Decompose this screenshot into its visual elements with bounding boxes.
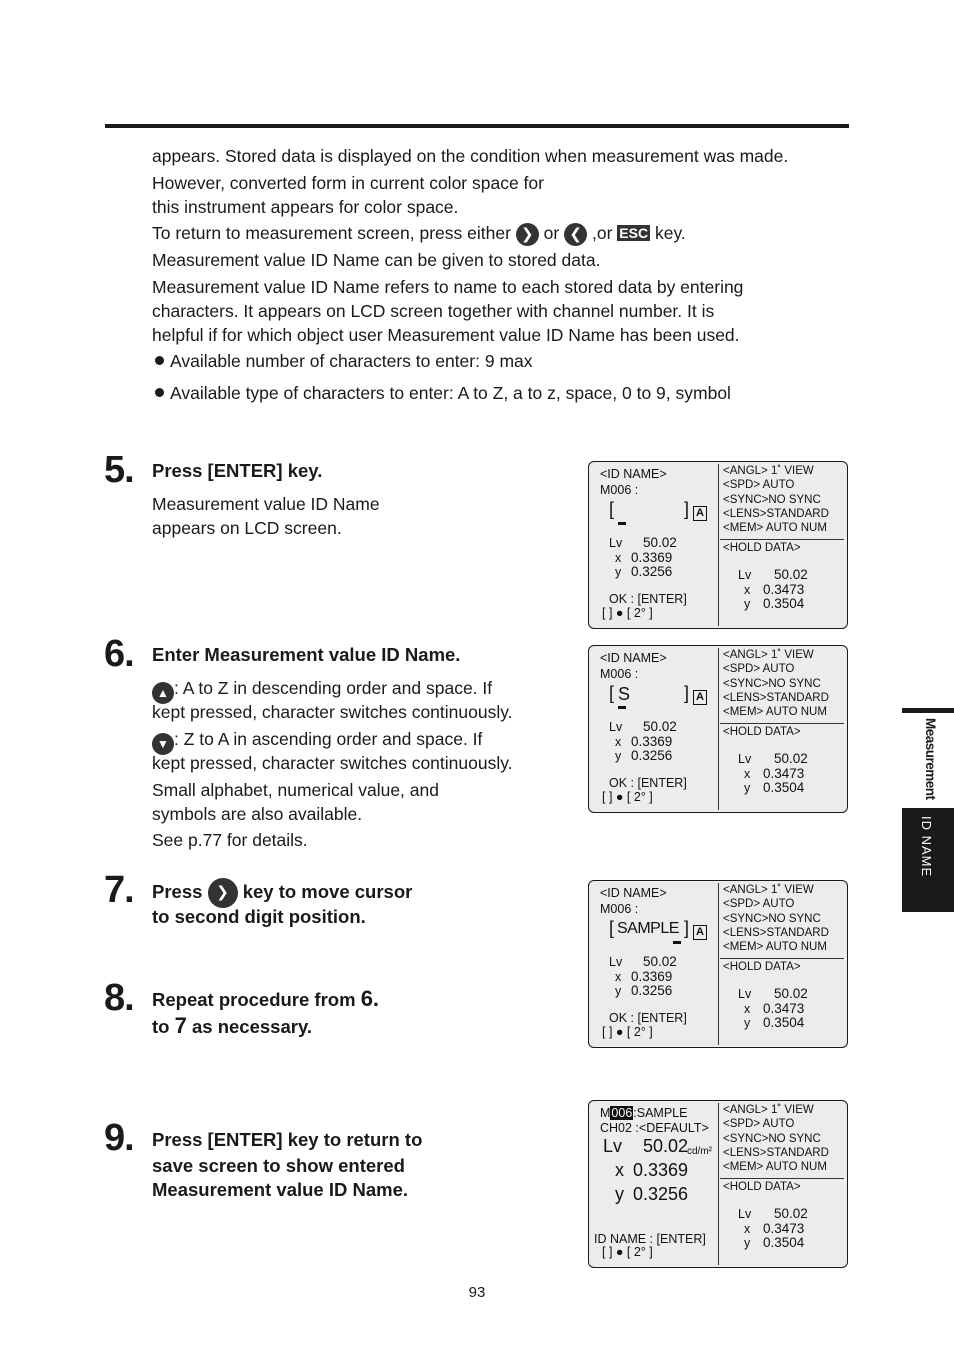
step-9-heading-1: Press [ENTER] key to return to xyxy=(152,1129,423,1150)
step-9-heading-2: save screen to show entered xyxy=(152,1155,405,1176)
chevron-right-icon: ❯ xyxy=(208,878,238,908)
step-5-body-2: appears on LCD screen. xyxy=(152,518,342,538)
intro-line-6: Measurement value ID Name refers to name to each stored data by entering xyxy=(152,277,744,297)
intro-line-4-pre: To return to measurement screen, press either xyxy=(152,223,511,243)
step-6-number: 6. xyxy=(104,633,134,675)
intro-line-4 xyxy=(152,221,686,246)
step-9-number: 9. xyxy=(104,1117,134,1159)
step-8-heading-2: to 7 as necessary. xyxy=(152,1013,313,1038)
step-8-number: 8. xyxy=(104,977,134,1019)
step-7-heading-2: to second digit position. xyxy=(152,906,366,927)
step-7-number: 7. xyxy=(104,869,134,911)
step-8-heading-1: Repeat procedure from 6. xyxy=(152,986,380,1011)
step-6-body-3: ▼ : Z to A in ascending order and space. If xyxy=(152,727,482,755)
step-7-heading-1: Press ❯ key to move cursor xyxy=(152,878,412,908)
step-6-body-2: kept pressed, character switches continuously. xyxy=(152,702,513,722)
intro-line-2: However, converted form in current color space for xyxy=(152,173,544,193)
text-cursor xyxy=(673,941,681,944)
step-6-body-7: See p.77 for details. xyxy=(152,830,308,850)
memory-number-highlight: 006 xyxy=(611,1106,633,1120)
bullet-2: Available type of characters to enter: A to Z, a to z, space, 0 to 9, symbol xyxy=(155,383,731,404)
down-key-icon: ▼ xyxy=(152,733,174,755)
up-key-icon: ▲ xyxy=(152,682,174,704)
intro-line-7: characters. It appears on LCD screen together with channel number. It is xyxy=(152,301,715,321)
step-6-body-5: Small alphabet, numerical value, and xyxy=(152,780,439,800)
side-tab-section-label: Measurement xyxy=(923,718,938,800)
bullet-dot-icon xyxy=(155,356,164,365)
text-cursor xyxy=(618,706,626,709)
step-6-body-4: kept pressed, character switches continuously. xyxy=(152,753,513,773)
lcd-screen-1: <ID NAME> M006 : [ ] A Lv 50.02 x 0.3369 y 0.3256 OK : [ENTER] [ ] ● [ 2° ] <ANGL> 1˚ VIEW <SPD> AUTO <SYNC>NO SYNC <LENS>STANDARD <MEM> AUTO NUM <HOLD DATA> Lv 50.02 x 0.3473 y 0.3504 xyxy=(588,461,848,629)
step-9-heading-3: Measurement value ID Name. xyxy=(152,1179,409,1200)
page-number: 93 xyxy=(468,1284,486,1301)
intro-line-1: appears. Stored data is displayed on the condition when measurement was made. xyxy=(152,146,789,166)
intro-or-2: ,or xyxy=(591,223,613,243)
step-6-body-6: symbols are also available. xyxy=(152,804,363,824)
bullet-dot-icon xyxy=(155,388,164,397)
intro-line-4-post: key. xyxy=(654,223,686,243)
side-tab-subsection-label: ID NAME xyxy=(919,816,934,878)
header-rule xyxy=(105,124,849,128)
chevron-right-icon: ❯ xyxy=(516,223,539,246)
step-5-body-1: Measurement value ID Name xyxy=(152,494,380,514)
step-5-heading: Press [ENTER] key. xyxy=(152,460,323,481)
bullet-1: Available number of characters to enter: 9 max xyxy=(155,351,533,372)
lcd-screen-3: <ID NAME> M006 : [ SAMPLE ] A Lv 50.02 x 0.3369 y 0.3256 OK : [ENTER] [ ] ● [ 2° ] <ANGL> 1˚ VIEW <SPD> AUTO <SYNC>NO SYNC <LENS>STANDARD <MEM> AUTO NUM <HOLD DATA> Lv 50.02 x 0.3473 y 0.3504 xyxy=(588,880,848,1048)
side-tab xyxy=(902,708,954,912)
intro-or: or xyxy=(543,223,560,243)
esc-key-icon: ESC xyxy=(619,225,649,241)
lcd-entry-text: S xyxy=(618,684,631,704)
step-5-number: 5. xyxy=(104,449,134,491)
lcd-screen-2: <ID NAME> M006 : [ S ] A Lv 50.02 x 0.3369 y 0.3256 OK : [ENTER] [ ] ● [ 2° ] <ANGL> 1˚ VIEW <SPD> AUTO <SYNC>NO SYNC <LENS>STANDARD <MEM> AUTO NUM <HOLD DATA> Lv 50.02 x 0.3473 y 0.3504 xyxy=(588,645,848,813)
intro-line-8: helpful if for which object user Measurement value ID Name has been used. xyxy=(152,325,740,345)
intro-line-3: this instrument appears for color space. xyxy=(152,197,459,217)
text-cursor xyxy=(618,522,626,525)
step-6-body-1: ▲ : A to Z in descending order and space. If xyxy=(152,676,492,704)
lcd-entry-text: SAMPLE xyxy=(617,920,679,937)
intro-line-5: Measurement value ID Name can be given to stored data. xyxy=(152,250,601,270)
step-6-heading: Enter Measurement value ID Name. xyxy=(152,644,461,665)
lcd-screen-4: M006:SAMPLE CH02 :<DEFAULT> Lv 50.02 cd/m² x 0.3369 y 0.3256 ID NAME : [ENTER] [ ] ● [ 2° ] <ANGL> 1˚ VIEW <SPD> AUTO <SYNC>NO SYNC <LENS>STANDARD <MEM> AUTO NUM <HOLD DATA> Lv 50.02 x 0.3473 y 0.3504 xyxy=(588,1100,848,1268)
chevron-left-icon: ❮ xyxy=(564,223,587,246)
